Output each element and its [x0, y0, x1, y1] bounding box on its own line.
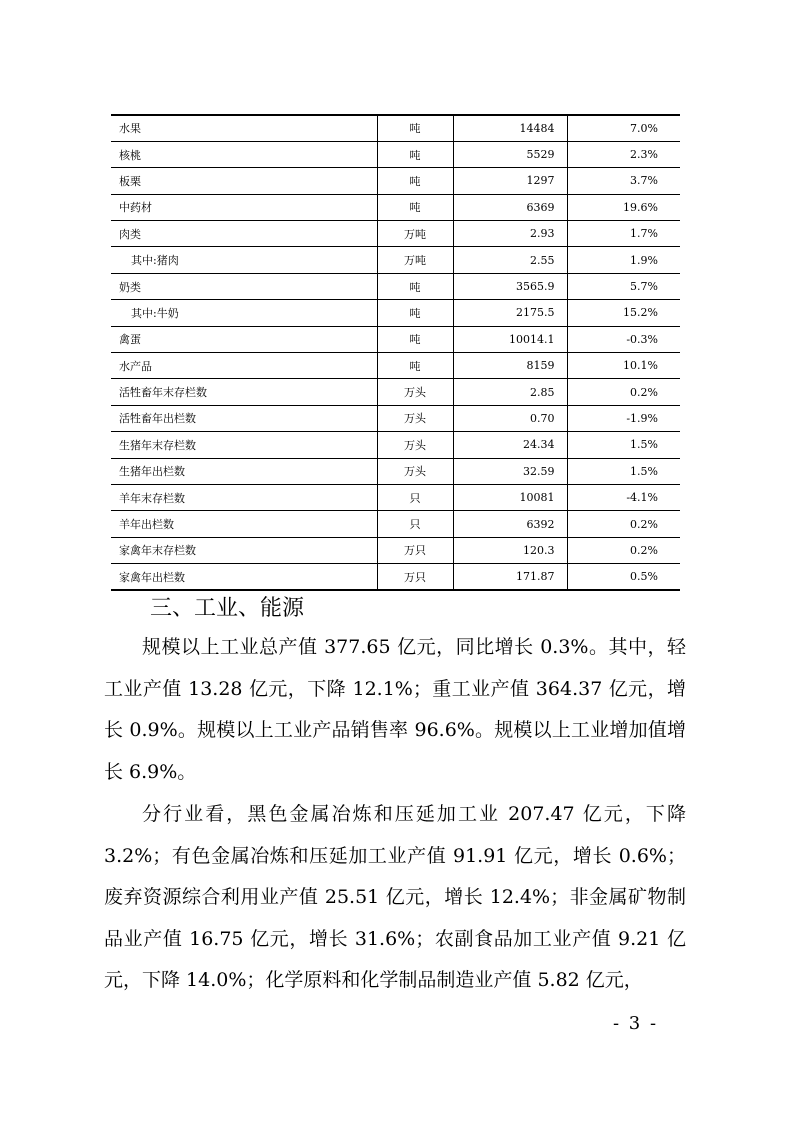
unit-cell: 吨: [377, 273, 453, 299]
value-cell: 32.59: [453, 458, 567, 484]
item-name-cell: 中药材: [111, 194, 377, 220]
value-cell: 14484: [453, 115, 567, 141]
value-cell: 24.34: [453, 432, 567, 458]
table-row: [111, 141, 680, 167]
table-row: [111, 564, 680, 590]
item-name-cell: 水产品: [111, 353, 377, 379]
table-row: [111, 221, 680, 247]
value-cell: 1297: [453, 168, 567, 194]
table-row: [111, 247, 680, 273]
table-body: [111, 115, 680, 590]
unit-cell: 万头: [377, 432, 453, 458]
unit-cell: 只: [377, 511, 453, 537]
item-name-cell: 羊年末存栏数: [111, 484, 377, 510]
unit-cell: 万吨: [377, 221, 453, 247]
growth-cell: 3.7%: [567, 168, 680, 194]
growth-cell: 10.1%: [567, 353, 680, 379]
growth-cell: 0.2%: [567, 537, 680, 563]
unit-cell: 万吨: [377, 247, 453, 273]
paragraph-industry-output: 规模以上工业总产值 377.65 亿元，同比增长 0.3%。其中，轻工业产值 13.28 亿元，下降 12.1%；重工业产值 364.37 亿元，增长 0.9%。规模以上工业产品销售率 96.6%。规模以上工业增加值增长 6.9%。: [104, 636, 686, 783]
table-row: [111, 379, 680, 405]
section-heading: 三、工业、能源: [150, 596, 305, 621]
table-row: [111, 353, 680, 379]
growth-cell: 1.5%: [567, 432, 680, 458]
table-row: [111, 458, 680, 484]
growth-cell: 15.2%: [567, 300, 680, 326]
unit-cell: 万只: [377, 537, 453, 563]
page-number: - 3 -: [613, 1013, 659, 1034]
growth-cell: 0.2%: [567, 511, 680, 537]
growth-cell: 1.5%: [567, 458, 680, 484]
table-row: [111, 273, 680, 299]
table-row: [111, 537, 680, 563]
table-row: [111, 484, 680, 510]
growth-cell: -1.9%: [567, 405, 680, 431]
unit-cell: 吨: [377, 168, 453, 194]
table-row: [111, 511, 680, 537]
table-row: [111, 326, 680, 352]
table-row: [111, 300, 680, 326]
item-name-cell: 家禽年末存栏数: [111, 537, 377, 563]
item-name-cell: 肉类: [111, 221, 377, 247]
table-row: [111, 194, 680, 220]
unit-cell: 吨: [377, 353, 453, 379]
value-cell: 171.87: [453, 564, 567, 590]
value-cell: 2175.5: [453, 300, 567, 326]
value-cell: 2.55: [453, 247, 567, 273]
unit-cell: 吨: [377, 141, 453, 167]
unit-cell: 万只: [377, 564, 453, 590]
value-cell: 5529: [453, 141, 567, 167]
item-name-cell: 活牲畜年出栏数: [111, 405, 377, 431]
table-row: [111, 432, 680, 458]
paragraph-industry-breakdown: 分行业看，黑色金属冶炼和压延加工业 207.47 亿元，下降 3.2%；有色金属冶炼和压延加工业产值 91.91 亿元，增长 0.6%；废弃资源综合利用业产值 25.51 亿元，增长 12.4%；非金属矿物制品业产值 16.75 亿元，增长 31.6%；农副食品加工业产值 9.21 亿元，下降 14.0%；化学原料和化学制品制造业产值 5.82 亿元，: [104, 803, 686, 991]
unit-cell: 只: [377, 484, 453, 510]
unit-cell: 万头: [377, 379, 453, 405]
growth-cell: 0.2%: [567, 379, 680, 405]
unit-cell: 万头: [377, 405, 453, 431]
statistics-table: [111, 114, 680, 591]
value-cell: 6392: [453, 511, 567, 537]
value-cell: 10081: [453, 484, 567, 510]
growth-cell: 2.3%: [567, 141, 680, 167]
item-name-cell: 水果: [111, 115, 377, 141]
growth-cell: -0.3%: [567, 326, 680, 352]
value-cell: 3565.9: [453, 273, 567, 299]
item-name-cell: 奶类: [111, 273, 377, 299]
unit-cell: 吨: [377, 115, 453, 141]
item-name-cell: 禽蛋: [111, 326, 377, 352]
item-name-cell: 家禽年出栏数: [111, 564, 377, 590]
table-row: [111, 168, 680, 194]
value-cell: 120.3: [453, 537, 567, 563]
growth-cell: 0.5%: [567, 564, 680, 590]
item-name-cell: 板栗: [111, 168, 377, 194]
value-cell: 0.70: [453, 405, 567, 431]
growth-cell: 5.7%: [567, 273, 680, 299]
item-name-cell: 生猪年出栏数: [111, 458, 377, 484]
item-name-cell: 其中:牛奶: [111, 300, 377, 326]
growth-cell: 1.7%: [567, 221, 680, 247]
growth-cell: 19.6%: [567, 194, 680, 220]
growth-cell: 7.0%: [567, 115, 680, 141]
growth-cell: -4.1%: [567, 484, 680, 510]
item-name-cell: 核桃: [111, 141, 377, 167]
table-row: [111, 115, 680, 141]
table-row: [111, 405, 680, 431]
value-cell: 8159: [453, 353, 567, 379]
item-name-cell: 其中:猪肉: [111, 247, 377, 273]
value-cell: 2.93: [453, 221, 567, 247]
value-cell: 2.85: [453, 379, 567, 405]
unit-cell: 吨: [377, 300, 453, 326]
item-name-cell: 羊年出栏数: [111, 511, 377, 537]
item-name-cell: 活牲畜年末存栏数: [111, 379, 377, 405]
growth-cell: 1.9%: [567, 247, 680, 273]
value-cell: 10014.1: [453, 326, 567, 352]
unit-cell: 万头: [377, 458, 453, 484]
unit-cell: 吨: [377, 326, 453, 352]
unit-cell: 吨: [377, 194, 453, 220]
item-name-cell: 生猪年末存栏数: [111, 432, 377, 458]
value-cell: 6369: [453, 194, 567, 220]
